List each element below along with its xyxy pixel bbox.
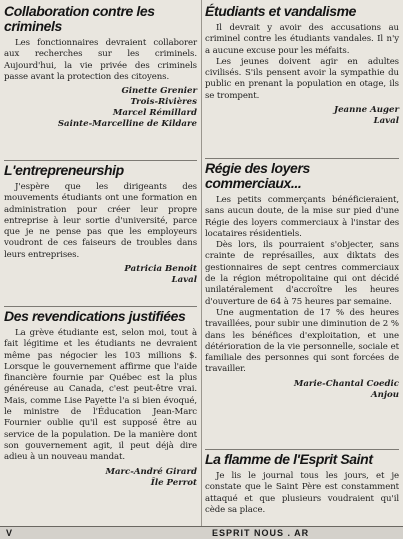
article-paragraph: Les fonctionnaires devraient collaborer aux recherches sur les criminels. Aujourd'hui, la vie privée des criminels passe avant la protection des citoyens. [4,38,197,82]
article-paragraph: La grève étudiante est, selon moi, tout à fait légitime et les étudiants ne devraient même pas négocier les 103 millions $. Lorsque le gouvernement affirme que l'aide financière fournie par Québec est la plus généreuse au Canada, c'est peut-être vrai. Mais, comme Lise Payette l'a si bien évoqué, le ministre de l'Éducation Jean-Marc Fournier oublie qu'il est supposé être au service de la population. De la manière dont son gouvernement agit, il peut déjà dire adieu à un nouveau mandat. [4,328,197,463]
article-body [4,38,197,83]
article-signature [205,105,399,127]
article-paragraph: Dès lors, ils pourraient s'objecter, sans crainte de représailles, aux diktats des gestionnaires de sept centres commerciaux de la région métropolitaine qui ont décidé unilatéralement d'accroître les heures d'ouverture de 64 à 75 heures par semaine. [205,240,399,307]
article-signature [205,379,399,401]
signature-city: Sainte-Marcelline de Kildare [57,119,197,130]
article-signature [4,86,197,130]
article-headline: Régie des loyers commerciaux... [205,158,399,191]
signature-city: Trois-Rivières [130,97,197,108]
article-vandalisme [205,4,399,127]
article-headline: Étudiants et vandalisme [205,3,357,19]
article-paragraph: Les jeunes doivent agir en adultes civilisés. S'ils pensent avoir la sympathie du public en prenant la population en otage, ils se trompent. [205,56,399,101]
article-revendications [4,306,197,489]
signature-name: Ginette Grenier [121,86,197,97]
signature-name: Patricia Benoit [124,264,197,275]
article-paragraph: J'espère que les dirigeants des mouvements étudiants ont une formation en administration pour créer leur propre entreprise à leur sortie d'université, parce que je ne pense pas que les employeurs voudront de ces faiseurs de troubles dans leurs entreprises. [4,182,197,260]
article-body [205,195,399,376]
signature-name: Jeanne Auger [334,105,399,116]
article-body [4,182,197,261]
signature-name: Marie-Chantal Coedic [293,378,399,389]
article-body [205,471,399,516]
article-entrepreneurship [4,160,197,286]
article-esprit-saint [205,449,399,516]
article-headline: Des revendications justifiées [4,306,197,324]
article-headline: Collaboration contre les criminels [4,3,155,34]
article-paragraph: Une augmentation de 17 % des heures travaillées, pour subir une diminution de 2 % dans les bénéfices d'exploitation, et une détérioration de la vie personnelle, sociale et familiale des personnes qui sont forcées de travailler. [205,307,399,375]
signature-name: Marc-André Girard [105,466,197,477]
article-signature [4,264,197,286]
article-headline: L'entrepreneurship [4,160,197,178]
article-paragraph: Les petits commerçants bénéficieraient, sans aucun doute, de la mise sur pied d'une Régie des loyers commerciaux à l'instar des locataires résidentiels. [205,195,399,239]
footer-left-text: V [6,528,13,538]
article-body [4,328,197,464]
article-body [205,23,399,102]
article-collaboration [4,4,197,130]
next-page-strip [0,526,403,539]
signature-city: Anjou [370,389,399,400]
article-paragraph: Je lis le journal tous les jours, et je constate que le Saint Père est constamment attaqué et que plusieurs voudraient qu'il cède sa place. [205,471,399,515]
article-paragraph: Il devrait y avoir des accusations au criminel contre les étudiants vandales. Il n'y a aucune excuse pour les méfaits. [205,23,399,56]
signature-city: Île Perrot [150,477,197,488]
article-regie [205,158,399,401]
signature-city: Laval [373,116,399,127]
footer-right-text: ESPRIT NOUS . AR [212,528,310,538]
article-signature [4,467,197,489]
article-headline: La flamme de l'Esprit Saint [205,449,399,467]
signature-city: Laval [171,275,197,286]
signature-name: Marcel Rémillard [112,108,197,119]
column-divider [201,0,202,526]
